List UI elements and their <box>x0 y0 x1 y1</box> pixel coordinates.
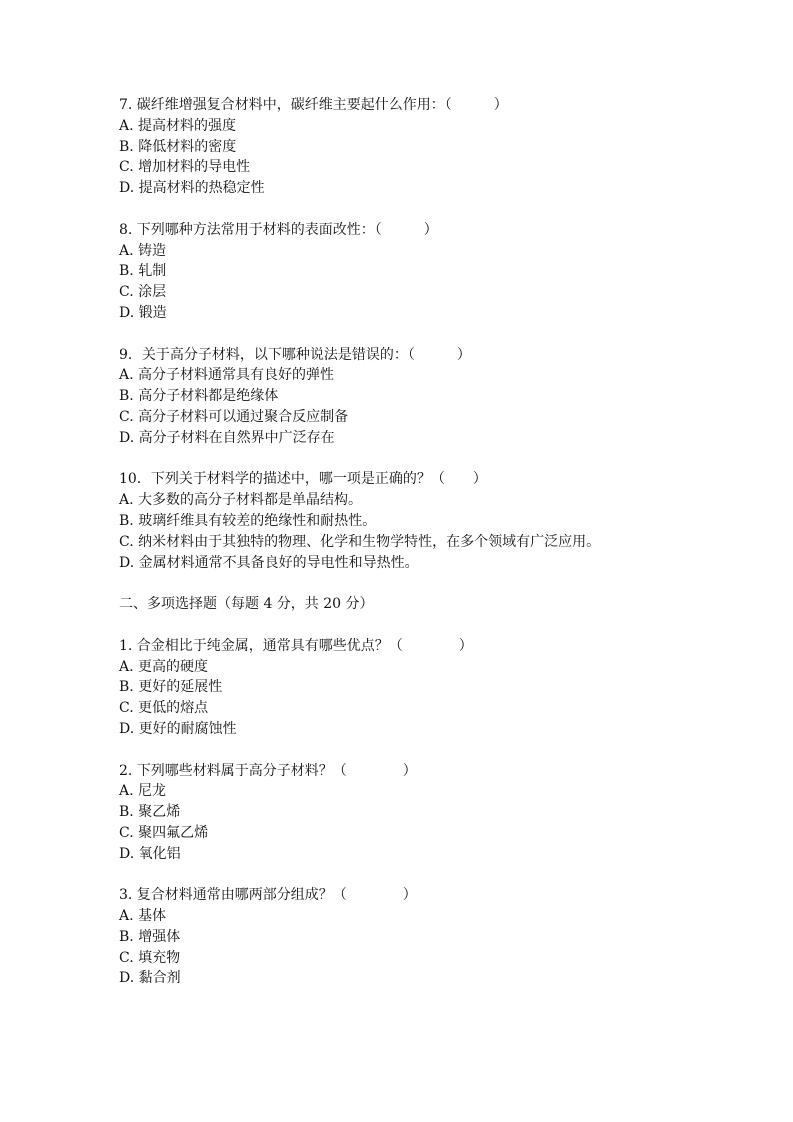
option-d: D. 锻造 <box>119 304 167 321</box>
spacer <box>119 449 739 470</box>
option-d: D. 金属材料通常不具备良好的导电性和导热性。 <box>119 554 419 571</box>
option-c: C. 涂层 <box>119 284 167 301</box>
option-b: B. 高分子材料都是绝缘体 <box>119 388 279 405</box>
option-c: C. 聚四氟乙烯 <box>119 824 209 841</box>
question-stem: 7. 碳纤维增强复合材料中，碳纤维主要起什么作用：（ ） <box>119 97 508 113</box>
option-a: A. 尼龙 <box>119 783 167 800</box>
spacer <box>119 864 739 885</box>
question-stem: 8. 下列哪种方法常用于材料的表面改性：（ ） <box>119 221 438 238</box>
question-8 <box>119 220 739 324</box>
section-title: 二、多项选择题（每题 4 分，共 20 分） <box>119 596 374 613</box>
question-9 <box>119 345 739 449</box>
option-a: A. 铸造 <box>119 242 167 259</box>
question-stem: 9．关于高分子材料，以下哪种说法是错误的：（ ） <box>119 346 471 363</box>
option-d: D. 黏合剂 <box>119 970 181 987</box>
option-c: C. 纳米材料由于其独特的物理、化学和生物学特性，在多个领域有广泛应用。 <box>119 533 601 550</box>
spacer <box>119 199 739 220</box>
question-10 <box>119 469 739 573</box>
spacer <box>119 324 739 345</box>
option-b: B. 聚乙烯 <box>119 804 181 821</box>
option-b: B. 更好的延展性 <box>119 679 223 696</box>
option-a: A. 更高的硬度 <box>119 658 209 675</box>
exam-content <box>119 95 739 989</box>
question-stem: 10．下列关于材料学的描述中，哪一项是正确的？（ ） <box>119 471 487 488</box>
option-c: C. 增加材料的导电性 <box>119 159 251 176</box>
question-7 <box>119 95 739 199</box>
option-d: D. 提高材料的热稳定性 <box>119 180 265 197</box>
option-b: B. 玻璃纤维具有较差的绝缘性和耐热性。 <box>119 512 377 529</box>
question-stem: 1. 合金相比于纯金属，通常具有哪些优点？（ ） <box>119 637 473 654</box>
question-multi-2 <box>119 761 739 865</box>
option-c: C. 高分子材料可以通过聚合反应制备 <box>119 408 349 425</box>
option-b: B. 轧制 <box>119 263 167 280</box>
option-c: C. 更低的熔点 <box>119 700 209 717</box>
question-multi-1 <box>119 636 739 740</box>
spacer <box>119 573 739 594</box>
option-a: A. 基体 <box>119 908 167 925</box>
option-a: A. 提高材料的强度 <box>119 117 237 134</box>
spacer <box>119 740 739 761</box>
option-a: A. 高分子材料通常具有良好的弹性 <box>119 367 335 384</box>
spacer <box>119 615 739 636</box>
option-c: C. 填充物 <box>119 949 181 966</box>
question-stem: 2. 下列哪些材料属于高分子材料？（ ） <box>119 762 417 779</box>
option-b: B. 增强体 <box>119 928 181 945</box>
option-a: A. 大多数的高分子材料都是单晶结构。 <box>119 492 363 509</box>
option-d: D. 更好的耐腐蚀性 <box>119 720 237 737</box>
option-d: D. 氧化铝 <box>119 845 181 862</box>
question-multi-3 <box>119 885 739 989</box>
question-stem: 3. 复合材料通常由哪两部分组成？（ ） <box>119 887 417 904</box>
option-d: D. 高分子材料在自然界中广泛存在 <box>119 429 335 446</box>
option-b: B. 降低材料的密度 <box>119 138 237 155</box>
